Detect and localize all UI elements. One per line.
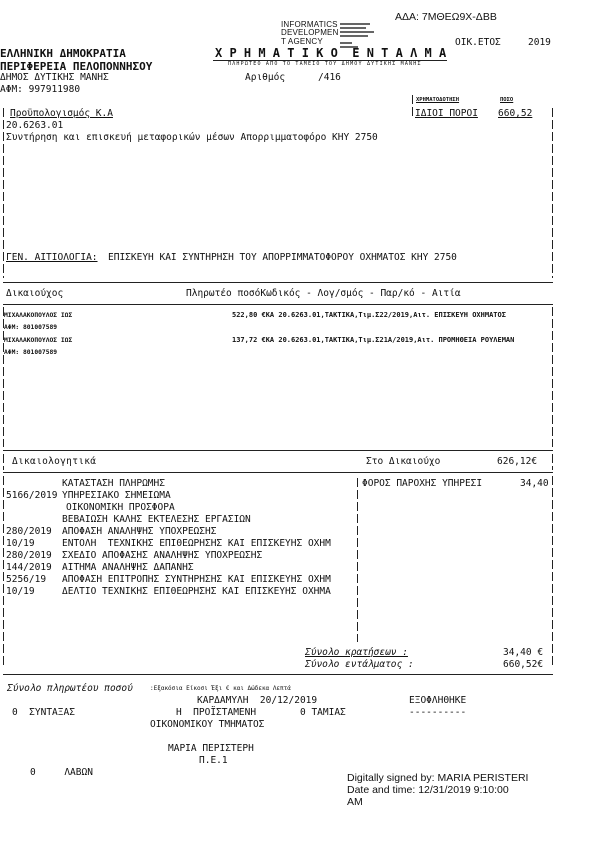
budget-description: Συντήρηση και επισκευή μεταφορικών μέσων Απορριμματοφόρο ΚΗΥ 2750 xyxy=(6,132,378,143)
document-ref: 280/2019 xyxy=(6,550,52,561)
funding-amount: 660,52 xyxy=(498,108,533,119)
rule xyxy=(3,304,553,305)
box-left-border xyxy=(3,454,4,470)
digital-signature-line-2: Date and time: 12/31/2019 9:10:00 xyxy=(347,784,509,796)
place-date: ΚΑΡΔΑΜΥΛΗ 20/12/2019 xyxy=(197,695,318,706)
issuer-country: ΕΛΛΗΝΙΚΗ ΔΗΜΟΚΡΑΤΙΑ xyxy=(0,47,126,60)
document-name: ΑΠΟΦΑΣΗ ΕΠΙΤΡΟΠΗΣ ΣΥΝΤΗΡΗΣΗΣ ΚΑΙ ΕΠΙΣΚΕΥΗΣ ΟΧΗΜ xyxy=(62,574,331,585)
box-left-border xyxy=(3,108,4,278)
justification-label: ΓΕΝ. ΑΙΤΙΟΛΟΓΙΑ: xyxy=(6,252,98,263)
beneficiary-name: ΜΙΧΑΛΑΚΟΠΟΥΛΟΣ ΙΩΣ xyxy=(4,312,73,319)
document-ref: 10/19 xyxy=(6,538,35,549)
to-beneficiary-label: Στο Δικαιούχο xyxy=(366,456,441,467)
logo-fine-print xyxy=(340,31,374,33)
rule xyxy=(3,674,553,675)
document-name: ΔΕΛΤΙΟ ΤΕΧΝΙΚΗΣ ΕΠΙΘΕΩΡΗΣΗΣ ΚΑΙ ΕΠΙΣΚΕΥΗΣ ΟΧΗΜΑ xyxy=(62,586,331,597)
issuer-region: ΠΕΡΙΦΕΡΕΙΑ ΠΕΛΟΠΟΝΝΗΣΟΥ xyxy=(0,60,153,73)
justification-text: ΕΠΙΣΚΕΥΗ ΚΑΙ ΣΥΝΤΗΡΗΣΗ ΤΟΥ ΑΠΟΡΡΙΜΜΑΤΟΦΟΡΟΥ ΟΧΗΜΑΤΟΣ ΚΗΥ 2750 xyxy=(108,252,457,263)
document-ref: 5256/19 xyxy=(6,574,47,585)
budget-code: 20.6263.01 xyxy=(6,120,64,131)
supporting-docs-label: Δικαιολογητικά xyxy=(12,456,97,467)
paid-signature-line: ---------- xyxy=(409,707,467,718)
document-ref: 5166/2019 xyxy=(6,490,58,501)
order-number: /416 xyxy=(318,72,341,83)
document-name: ΑΠΟΦΑΣΗ ΑΝΑΛΗΨΗΣ ΥΠΟΧΡΕΩΣΗΣ xyxy=(62,526,217,537)
fiscal-year: 2019 xyxy=(528,37,551,48)
order-total: 660,52€ xyxy=(503,659,544,670)
document-name: ΕΝΤΟΛΗ ΤΕΧΝΙΚΗΣ ΕΠΙΘΕΩΡΗΣΗΣ ΚΑΙ ΕΠΙΣΚΕΥΗΣ ΟΧΗΜ xyxy=(62,538,331,549)
logo-fine-print xyxy=(340,35,368,37)
box-right-border xyxy=(552,307,553,447)
document-name: ΥΠΗΡΕΣΙΑΚΟ ΣΗΜΕΙΩΜΑ xyxy=(62,490,171,501)
funding-separator xyxy=(412,95,413,119)
beneficiary-vat: ΑΦΜ: 801007589 xyxy=(4,349,58,356)
payable-amount-words: :Εξακόσια Είκοσι Έξι € και Δώδεκα Λεπτά xyxy=(150,685,291,692)
cashier-label: 0 ΤΑΜΙΑΣ xyxy=(300,707,346,718)
document-subtitle: ΠΛΗΡΩΤΕΟ ΑΠΟ ΤΟ ΤΑΜΕΙΟ ΤΟΥ ΔΗΜΟΥ ΔΥΤΙΚΗΣ ΜΑΝΗΣ xyxy=(228,61,422,67)
funding-amount-header: ΠΟΣΟ xyxy=(500,97,514,103)
document-ref: 280/2019 xyxy=(6,526,52,537)
logo-line-2: DEVELOPMEN xyxy=(281,28,339,37)
withholding-name: ΦΟΡΟΣ ΠΑΡΟΧΗΣ ΥΠΗΡΕΣΙ xyxy=(362,478,483,489)
issuer-municipality: ΔΗΜΟΣ ΔΥΤΙΚΗΣ ΜΑΝΗΣ xyxy=(0,72,109,83)
logo-fine-print xyxy=(340,42,352,44)
head-grade: Π.Ε.1 xyxy=(199,755,228,766)
issuer-vat: ΑΦΜ: 997911980 xyxy=(0,84,81,95)
box-right-border xyxy=(552,454,553,470)
logo-line-1: INFORMATICS xyxy=(281,20,338,29)
rule xyxy=(3,472,553,473)
budget-label: Προϋπολογισμός Κ.Α xyxy=(10,108,113,119)
payable-amount-label: Σύνολο πληρωτέου ποσού xyxy=(7,683,133,694)
rule xyxy=(3,282,553,283)
document-name: ΚΑΤΑΣΤΑΣΗ ΠΛΗΡΩΜΗΣ xyxy=(62,478,165,489)
withholding-amount: 34,40 xyxy=(520,478,549,489)
order-total-label: Σύνολο εντάλματος : xyxy=(305,659,414,670)
document-name: ΒΕΒΑΙΩΣΗ ΚΑΛΗΣ ΕΚΤΕΛΕΣΗΣ ΕΡΓΑΣΙΩΝ xyxy=(62,514,251,525)
fiscal-year-label: ΟΙΚ.ΕΤΟΣ xyxy=(455,37,501,48)
box-left-border xyxy=(3,476,4,668)
drafter-label: 0 ΣΥΝΤΑΞΑΣ xyxy=(12,707,75,718)
document-name: ΟΙΚΟΝΟΜΙΚΗ ΠΡΟΣΦΟΡΑ xyxy=(66,502,175,513)
rule xyxy=(3,450,553,451)
column-separator xyxy=(357,478,358,642)
beneficiary-name: ΜΙΧΑΛΑΚΟΠΟΥΛΟΣ ΙΩΣ xyxy=(4,337,73,344)
beneficiary-details-header: Πληρωτέο ποσόΚωδικός - Λογ/σμός - Παρ/κό - Αιτία xyxy=(186,288,461,299)
digital-signature-line-3: AM xyxy=(347,796,363,808)
document-ref: 144/2019 xyxy=(6,562,52,573)
document-title: Χ Ρ Η Μ Α Τ Ι Κ Ο Ε Ν Τ Α Λ Μ Α xyxy=(215,46,447,60)
withholdings-total: 34,40 € xyxy=(503,647,544,658)
beneficiary-header: Δικαιούχος xyxy=(6,288,64,299)
document-ref: 10/19 xyxy=(6,586,35,597)
digital-signature-line-1: Digitally signed by: MARIA PERISTERI xyxy=(347,772,529,784)
document-name: ΣΧΕΔΙΟ ΑΠΟΦΑΣΗΣ ΑΝΑΛΗΨΗΣ ΥΠΟΧΡΕΩΣΗΣ xyxy=(62,550,263,561)
beneficiary-vat: ΑΦΜ: 801007589 xyxy=(4,324,58,331)
to-beneficiary-amount: 626,12€ xyxy=(497,456,538,467)
paid-label: ΕΞΟΦΛΗΘΗΚΕ xyxy=(409,695,467,706)
beneficiary-details: 137,72 €ΚΑ 20.6263.01,ΤΑΚΤΙΚΑ,Τιμ.Σ21Α/2019,Αιτ. ΠΡΟΜΗΘΕΙΑ ΡΟΥΛΕΜΑΝ xyxy=(232,336,515,344)
order-number-label: Αριθμός xyxy=(245,72,286,83)
box-right-border xyxy=(552,476,553,668)
funding-source-header: ΧΡΗΜΑΤΟΔΟΤΗΣΗ xyxy=(416,97,460,103)
head-name: ΜΑΡΙΑ ΠΕΡΙΣΤΕΡΗ xyxy=(168,743,254,754)
funding-source: ΙΔΙΟΙ ΠΟΡΟΙ xyxy=(415,108,478,119)
logo-fine-print xyxy=(340,27,366,29)
beneficiary-details: 522,80 €ΚΑ 20.6263.01,ΤΑΚΤΙΚΑ,Τιμ.Σ22/2019,Αιτ. ΕΠΙΣΚΕΥΗ ΟΧΗΜΑΤΟΣ xyxy=(232,311,506,319)
document-name: ΑΙΤΗΜΑ ΑΝΑΛΗΨΗΣ ΔΑΠΑΝΗΣ xyxy=(62,562,194,573)
head-label: Η ΠΡΟΪΣΤΑΜΕΝΗ xyxy=(176,707,257,718)
ada-code: ΑΔΑ: 7ΜΘΕΩ9Χ-ΔΒΒ xyxy=(395,11,497,23)
department-label: ΟΙΚΟΝΟΜΙΚΟΥ ΤΜΗΜΑΤΟΣ xyxy=(150,719,265,730)
receiver-label: 0 ΛΑΒΩΝ xyxy=(30,767,93,778)
logo-fine-print xyxy=(340,23,370,25)
logo-line-3: T AGENCY xyxy=(281,37,323,46)
withholdings-total-label: Σύνολο κρατήσεων : xyxy=(305,647,408,658)
box-right-border xyxy=(552,108,553,278)
